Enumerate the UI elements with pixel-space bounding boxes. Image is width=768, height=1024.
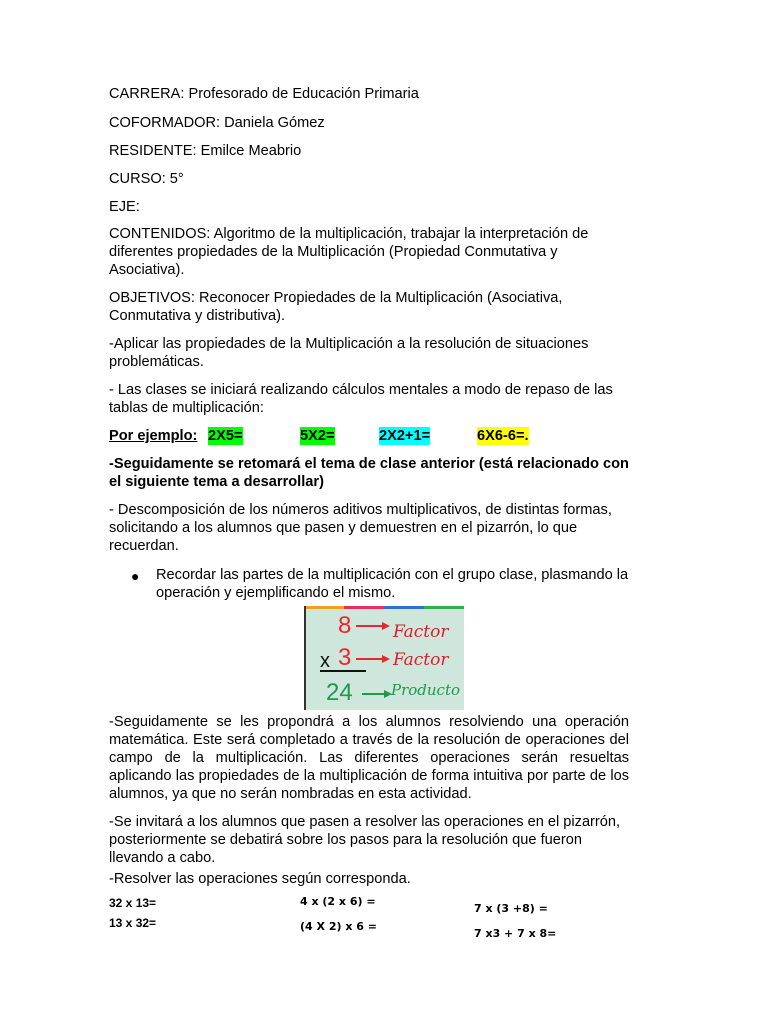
row3-number: 24	[326, 679, 353, 706]
seguidamente-bold-paragraph: -Seguidamente se retomará el tema de clase anterior (está relacionado con el siguiente tema a desarrollar)	[109, 456, 629, 490]
residente-line: RESIDENTE: Emilce Meabrio	[109, 143, 302, 159]
invitara-paragraph: -Se invitará a los alumnos que pasen a resolver las operaciones en el pizarrón, posteriormente se debatirá sobre los pasos para la resolución que fueron llevando a cabo.	[109, 814, 621, 866]
coformador-line: COFORMADOR: Daniela Gómez	[109, 115, 325, 131]
ejemplo-item-2: 5X2=	[300, 428, 335, 444]
carrera-line: CARRERA: Profesorado de Educación Primaria	[109, 86, 419, 102]
ejemplo-item-1: 2X5=	[208, 428, 243, 444]
curso-line: CURSO: 5°	[109, 171, 184, 187]
bullet-paragraph: Recordar las partes de la multiplicación con el grupo clase, plasmando la operación y ejemplificando el mismo.	[156, 567, 629, 601]
op-col3-1: 7 x (3 +8) =	[474, 902, 548, 915]
bullet-dot-icon: ●	[131, 568, 140, 584]
row1-label: Factor	[393, 622, 449, 642]
eje-line: EJE:	[109, 199, 140, 215]
resolver-paragraph: -Resolver las operaciones según corresponda.	[109, 871, 411, 887]
op-col2-1: 4 x (2 x 6) =	[300, 895, 376, 908]
row2-number: 3	[338, 644, 352, 671]
ejemplo-item-3: 2X2+1=	[379, 428, 431, 444]
contenidos-paragraph: CONTENIDOS: Algoritmo de la multiplicación, trabajar la interpretación de diferentes propiedades de la Multiplicación (Propiedad Conmutativa y Asociativa).	[109, 226, 589, 278]
ejemplo-row	[109, 427, 649, 447]
op-col1-2: 13 x 32=	[109, 916, 157, 930]
times-sign: x	[320, 650, 330, 672]
propondra-paragraph: -Seguidamente se les propondrá a los alumnos resolviendo una operación matemática. Este será completado a través de la resolución de operaciones del campo de la multiplicación. Las diferentes operaciones serán resueltas aplicando las propiedades de la multiplicación de forma intuitiva por parte de los alumnos, ya que no serán nombradas en esta actividad.	[109, 714, 629, 802]
objetivos-paragraph: OBJETIVOS: Reconocer Propiedades de la Multiplicación (Asociativa, Conmutativa y distributiva).	[109, 290, 563, 324]
row1-number: 8	[338, 612, 352, 639]
op-col1-1: 32 x 13=	[109, 896, 157, 910]
descomposicion-paragraph: - Descomposición de los números aditivos multiplicativos, de distintas formas, solicitando a los alumnos que pasen y demuestren en el pizarrón, lo que recuerdan.	[109, 502, 612, 554]
clases-paragraph: - Las clases se iniciará realizando cálculos mentales a modo de repaso de las tablas de multiplicación:	[109, 382, 613, 416]
ejemplo-item-4: 6X6-6=.	[477, 428, 529, 444]
row2-label: Factor	[393, 650, 449, 670]
multiplication-parts-image	[304, 606, 464, 710]
row3-label: Producto	[391, 681, 461, 699]
ejemplo-label: Por ejemplo:	[109, 428, 198, 444]
aplicar-paragraph: -Aplicar las propiedades de la Multiplicación a la resolución de situaciones problemáticas.	[109, 336, 589, 370]
op-col2-2: (4 X 2) x 6 =	[300, 920, 377, 933]
op-col3-2: 7 x3 + 7 x 8=	[474, 927, 557, 940]
